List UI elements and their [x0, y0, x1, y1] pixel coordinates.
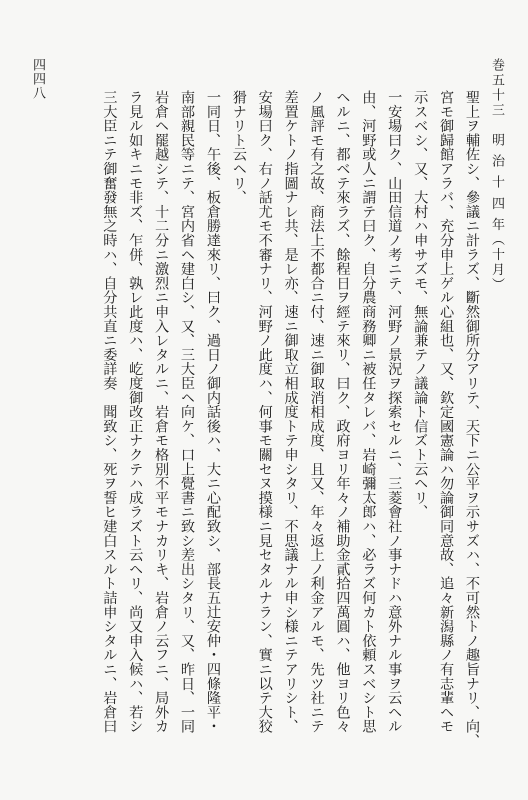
text-line: 猾ナリト云ヘリ、	[230, 90, 247, 205]
text-line: 示スベシ、又、大村ハ申サズモ、無論兼テノ議論ト信ズト云ヘリ、	[412, 90, 429, 519]
text-line: ラ見ル如キニモ非ズ、乍併、孰レ此度ハ、屹度御改正ナクテハ成ラズト云ヘリ、尚又申入候ハ、若シ	[127, 90, 144, 734]
text-line: 差置ケトノ指圖ナレ共、是レ亦、速ニ御取立相成度トテ申シタリ、不思議ナル申シ様ニテアリシト、	[282, 90, 299, 734]
text-line: 岩倉ヘ罷越シテ、十二分ニ激烈ニ申入レタルニ、岩倉モ格別不平モナカリキ、岩倉ノ云フニ、局外カ	[153, 90, 170, 734]
text-line: 宮モ御歸館アラバ、充分申上ゲル心組也、又、欽定國憲論ハ勿論御同意故、追々新潟縣ノ有志輩ヘモ	[438, 90, 455, 734]
text-line: ヘルニ、都ベテ來ラズ、餘程日ヲ經テ來リ、曰ク、政府ヨリ年々ノ補助金貳拾四萬圓ハ、他ヨリ色々	[334, 90, 351, 734]
text-line: 由、河野或人ニ謂テ曰ク、自分農商務卿ニ被任タレバ、岩崎彌太郎ハ、必ラズ何カト依頼スベシト思	[360, 90, 377, 734]
running-header: 巻五十三 明 治 十 四 年（十月）	[489, 58, 504, 293]
text-line: ノ風評モ有之故、商法上不都合ニ付、速ニ御取消相成度、且又、年々返上ノ利金アルモ、先ツ社ニテ	[308, 90, 325, 734]
text-line: 三大臣ニテ御奮發無之時ハ、自分共直ニ委詳奏 聞致シ、死ヲ誓ヒ建白スルト詰申シタルニ、岩倉曰	[101, 90, 118, 734]
text-line: 聖上ヲ輔佐シ、參議ニ計ラズ、斷然御所分アリテ、天下ニ公平ヲ示サズハ、不可然トノ趣旨ナリ、向、	[464, 90, 480, 748]
text-line: 一安場曰ク、山田信道ノ考ニテ、河野ノ景況ヲ探索セルニ、三菱會社ノ事ナドハ意外ナル事ヲ云ヘル	[386, 90, 403, 734]
text-line: 安場曰ク、右ノ話尤モ不審ナリ、河野ノ此度ハ、何事モ關セヌ摸様ニ見セタルナラン、實ニ以テ大狡	[256, 90, 273, 734]
body-text	[18, 90, 484, 780]
page-number: 四四八	[30, 58, 45, 100]
text-line: 一同日、午後、板倉勝達來リ、曰ク、過日ノ御内話後ハ、大ニ心配致シ、部長五辻安仲・四條隆平・	[204, 90, 221, 734]
text-line: 南部親民等ニテ、宮内省ヘ建白シ、又、三大臣ヘ向ケ、口上覺書ニ致シ差出シタリ、又、昨日、一同	[179, 90, 196, 734]
